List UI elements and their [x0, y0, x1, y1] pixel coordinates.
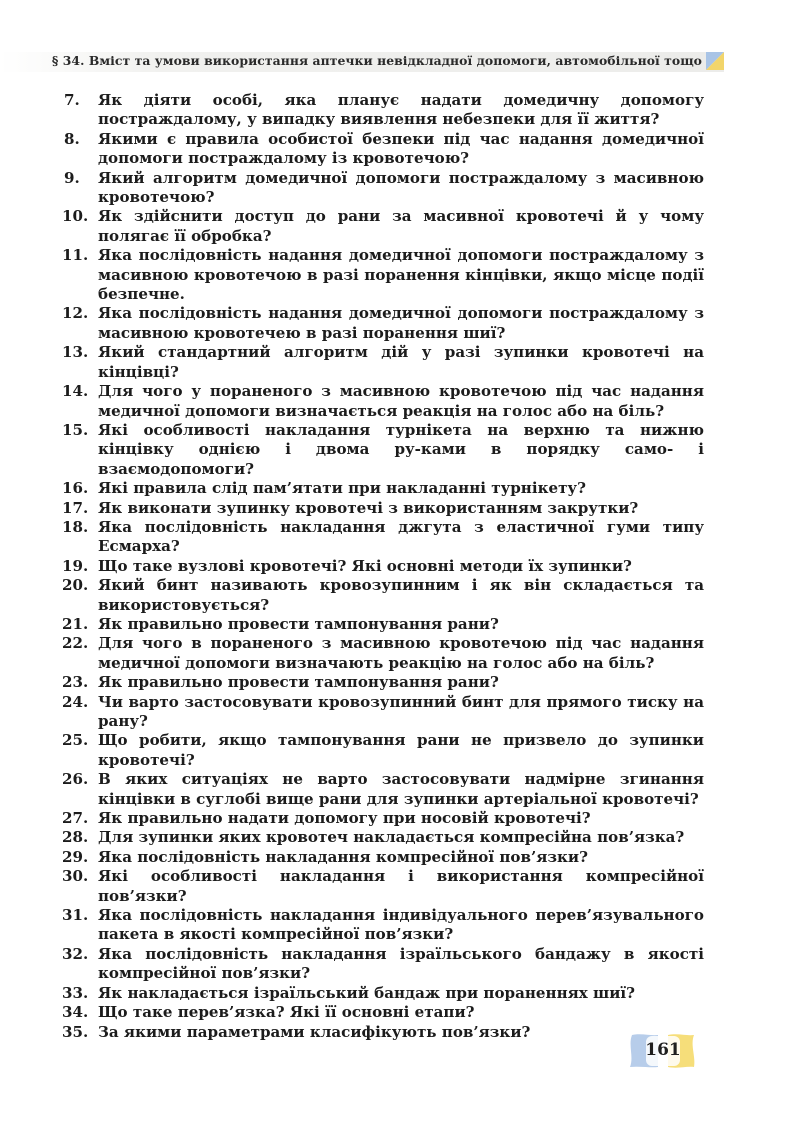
question-item: [62, 634, 704, 673]
question-item: [62, 479, 704, 498]
question-item: [62, 770, 704, 809]
question-item: [62, 731, 704, 770]
question-item: [62, 848, 704, 867]
question-item: [62, 382, 704, 421]
question-number: 19.: [62, 556, 89, 575]
page-number: 161: [645, 1040, 681, 1060]
question-item: [62, 169, 704, 208]
question-number: 22.: [62, 634, 89, 653]
question-number: 23.: [62, 673, 89, 692]
question-text: Як правильно надати допомогу при носовій кровотечі?: [98, 809, 591, 828]
question-item: [62, 343, 704, 382]
question-text: Чи варто застосовувати кровозупинний бинт для прямого тиску на рану?: [98, 692, 704, 730]
question-item: [62, 557, 704, 576]
question-number: 34.: [62, 1003, 89, 1022]
question-number: 20.: [62, 576, 89, 595]
question-text: Яка послідовність накладання ізраїльського бандажу в якості компресійної пов’язки?: [98, 944, 704, 983]
question-text: Якими є правила особистої безпеки під час надання домедичної допомоги постраждалому із кровотечою?: [98, 129, 704, 168]
page-number-badge: [628, 1033, 698, 1069]
question-text: Як накладається ізраїльський бандаж при пораненнях шиї?: [98, 983, 636, 1002]
running-header-title: § 34. Вміст та умови використання аптечки невідкладної допомоги, автомобільної тощо: [51, 53, 702, 68]
question-number: 15.: [62, 420, 89, 439]
question-number: 29.: [62, 847, 89, 866]
question-item: [62, 693, 704, 732]
question-item: [62, 499, 704, 518]
question-number: 11.: [62, 246, 89, 265]
question-item: [62, 1003, 704, 1022]
question-number: 28.: [62, 828, 89, 847]
question-number: 25.: [62, 731, 89, 750]
question-text: Для чого у пораненого з масивною кровотечою під час надання медичної допомоги визначається реакція на голос або на біль?: [98, 382, 704, 420]
question-number: 32.: [62, 944, 89, 963]
question-text: Який стандартний алгоритм дій у разі зупинки кровотечі на кінцівці?: [98, 343, 704, 381]
question-item: [62, 828, 704, 847]
question-text: Для чого в пораненого з масивною кровотечою під час надання медичної допомоги визначають реакцію на голос або на біль?: [98, 634, 704, 672]
question-item: [62, 1023, 704, 1042]
question-number: 33.: [62, 983, 89, 1002]
question-item: [62, 518, 704, 557]
question-item: [62, 809, 704, 828]
question-text: Які правила слід пам’ятати при накладанні турнікету?: [98, 479, 586, 498]
question-number: 16.: [62, 479, 89, 498]
question-text: Як виконати зупинку кровотечі з використанням закрутки?: [98, 498, 639, 517]
question-item: [62, 984, 704, 1003]
question-item: [62, 130, 704, 169]
question-text: Які особливості накладання турнікета на верхню та нижню кінцівку однією і двома ру-ками в порядку само- і взаємодопомоги?: [98, 420, 704, 478]
question-text: Що таке перев’язка? Які її основні етапи?: [98, 1003, 475, 1022]
question-text: Що таке вузлові кровотечі? Які основні методи їх зупинки?: [98, 556, 632, 575]
question-text: Який алгоритм домедичної допомоги постраждалому з масивною кровотечою?: [98, 168, 704, 207]
question-number: 30.: [62, 867, 89, 886]
question-item: [62, 91, 704, 130]
question-number: 17.: [62, 498, 89, 517]
question-text: В яких ситуаціях не варто застосовувати надмірне згинання кінцівки в суглобі вище рани для зупинки артеріальної кровотечі?: [98, 770, 704, 808]
question-text: Для зупинки яких кровотеч накладається компресійна пов’язка?: [98, 828, 685, 847]
question-text: За якими параметрами класифікують пов’язки?: [98, 1022, 531, 1041]
question-number: 18.: [62, 517, 89, 536]
question-text: Які особливості накладання і використання компресійної пов’язки?: [98, 867, 704, 905]
question-item: [62, 673, 704, 692]
question-number: 27.: [62, 809, 89, 828]
question-number: 13.: [62, 343, 89, 362]
question-text: Як правильно провести тампонування рани?: [98, 673, 499, 692]
question-item: [62, 945, 704, 984]
question-text: Яка послідовність надання домедичної допомоги постраждалому з масивною кровотечою в разі поранення кінцівки, якщо місце події безпечне.: [98, 246, 704, 304]
question-text: Яка послідовність накладання джгута з еластичної гуми типу Есмарха?: [98, 517, 704, 556]
question-number: 24.: [62, 692, 89, 711]
question-text: Яка послідовність накладання індивідуального перев’язувального пакета в якості компресійної пов’язки?: [98, 906, 704, 944]
question-item: [62, 246, 704, 304]
question-number: 31.: [62, 906, 89, 925]
question-number: 10.: [62, 207, 89, 226]
question-item: [62, 906, 704, 945]
question-item: [62, 304, 704, 343]
header-corner-decoration: [706, 52, 724, 70]
question-text: Яка послідовність накладання компресійної пов’язки?: [98, 847, 588, 866]
question-number: 12.: [62, 304, 89, 323]
question-number: 9.: [64, 168, 80, 187]
question-item: [62, 421, 704, 479]
question-text: Як діяти особі, яка планує надати домедичну допомогу постраждалому, у випадку виявлення небезпеки для її життя?: [98, 91, 704, 129]
question-text: Як правильно провести тампонування рани?: [98, 614, 499, 633]
question-text: Яка послідовність надання домедичної допомоги постраждалому з масивною кровотечею в разі поранення шиї?: [98, 304, 704, 342]
question-text: Як здійснити доступ до рани за масивної кровотечі й у чому полягає її обробка?: [98, 207, 704, 245]
question-text: Який бинт називають кровозупинним і як він складається та використовується?: [98, 576, 704, 614]
question-number: 8.: [64, 129, 80, 148]
question-item: [62, 576, 704, 615]
question-item: [62, 207, 704, 246]
question-number: 35.: [62, 1022, 89, 1041]
question-number: 14.: [62, 382, 89, 401]
question-number: 21.: [62, 614, 89, 633]
question-number: 26.: [62, 770, 89, 789]
question-number: 7.: [64, 91, 80, 109]
question-text: Що робити, якщо тампонування рани не призвело до зупинки кровотечі?: [98, 731, 704, 769]
question-item: [62, 867, 704, 906]
question-item: [62, 615, 704, 634]
question-list: [62, 91, 704, 1042]
